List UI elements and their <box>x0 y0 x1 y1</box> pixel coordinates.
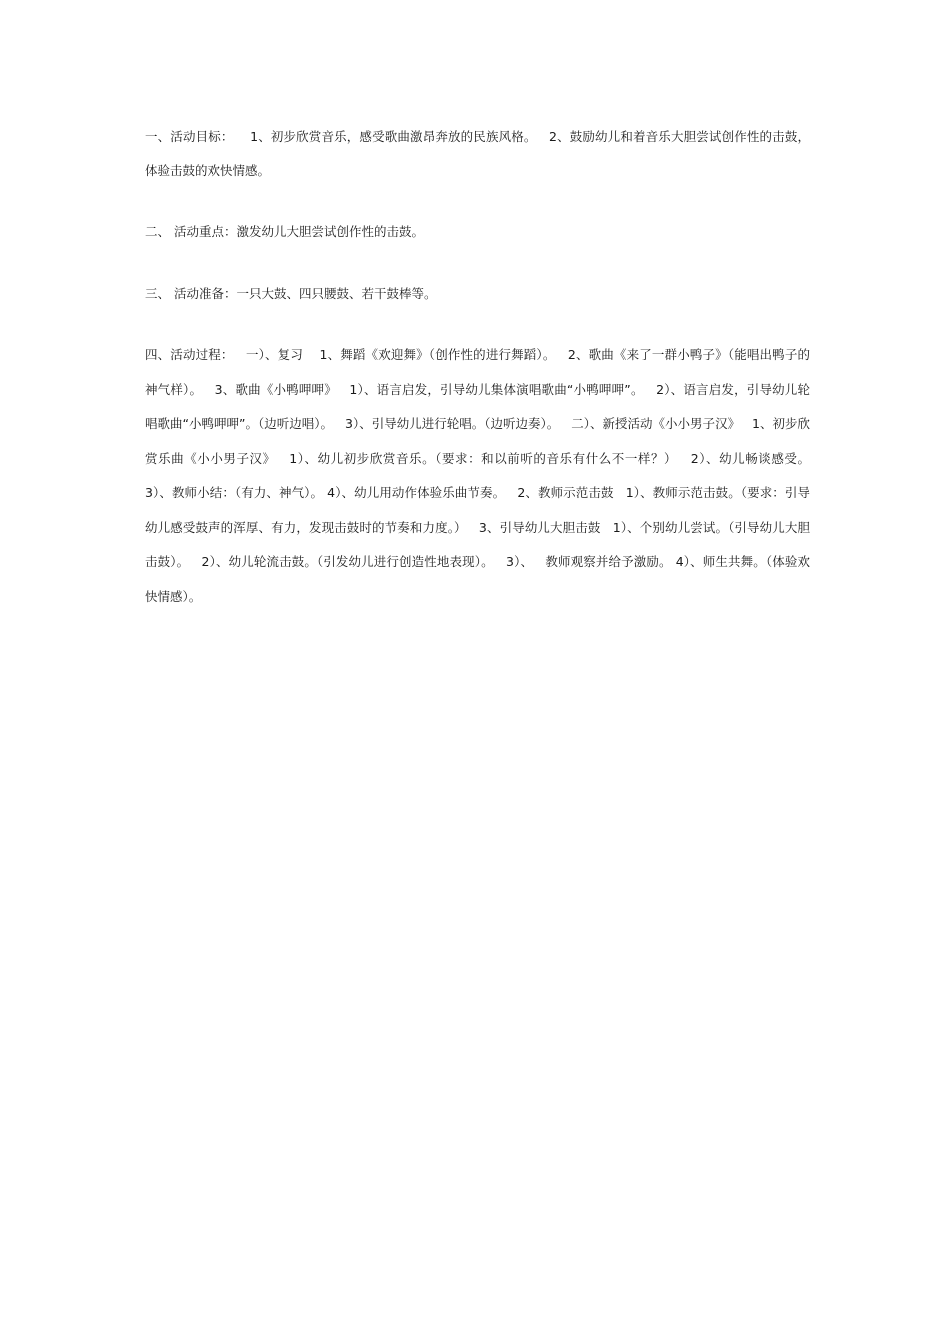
section-activity-goals: 一、活动目标： 1、初步欣赏音乐，感受歌曲激昂奔放的民族风格。 2、鼓励幼儿和着音乐大胆尝试创作性的击鼓，体验击鼓的欢快情感。 <box>145 129 810 178</box>
section-activity-focus: 二、 活动重点：激发幼儿大胆尝试创作性的击鼓。 <box>145 224 424 239</box>
section-activity-preparation: 三、 活动准备：一只大鼓、四只腰鼓、若干鼓棒等。 <box>145 285 437 301</box>
section-activity-process: 四、活动过程： 一）、复习 1、舞蹈《欢迎舞》（创作性的进行舞蹈）。 2、歌曲《来了一群小鸭子》（能唱出鸭子的神气样）。 3、歌曲《小鸭呷呷》 1）、语言启发，引导幼儿集体演唱歌曲“小鸭呷呷”。 2）、语言启发，引导幼儿轮唱歌曲“小鸭呷呷”。（边听边唱）。 3）、引导幼儿进行轮唱。（边听边奏）。 二）、新授活动《小小男子汉》 1、初步欣赏乐曲《小小男子汉》 1）、幼儿初步欣赏音乐。（要求：和以前听的音乐有什么不一样？） 2）、幼儿畅谈感受。 3）、教师小结：（有力、神气）。 4）、幼儿用动作体验乐曲节奏。 2、教师示范击鼓 1）、教师示范击鼓。（要求：引导幼儿感受鼓声的浑厚、有力，发现击鼓时的节奏和力度。） 3、引导幼儿大胆击鼓 1）、个别幼儿尝试。（引导幼儿大胆击鼓）。 2）、幼儿轮流击鼓。（引发幼儿进行创造性地表现）。 3）、 教师观察并给予激励。 4）、师生共舞。（体验欢快情感）。 <box>145 347 822 604</box>
document-body <box>145 120 822 641</box>
